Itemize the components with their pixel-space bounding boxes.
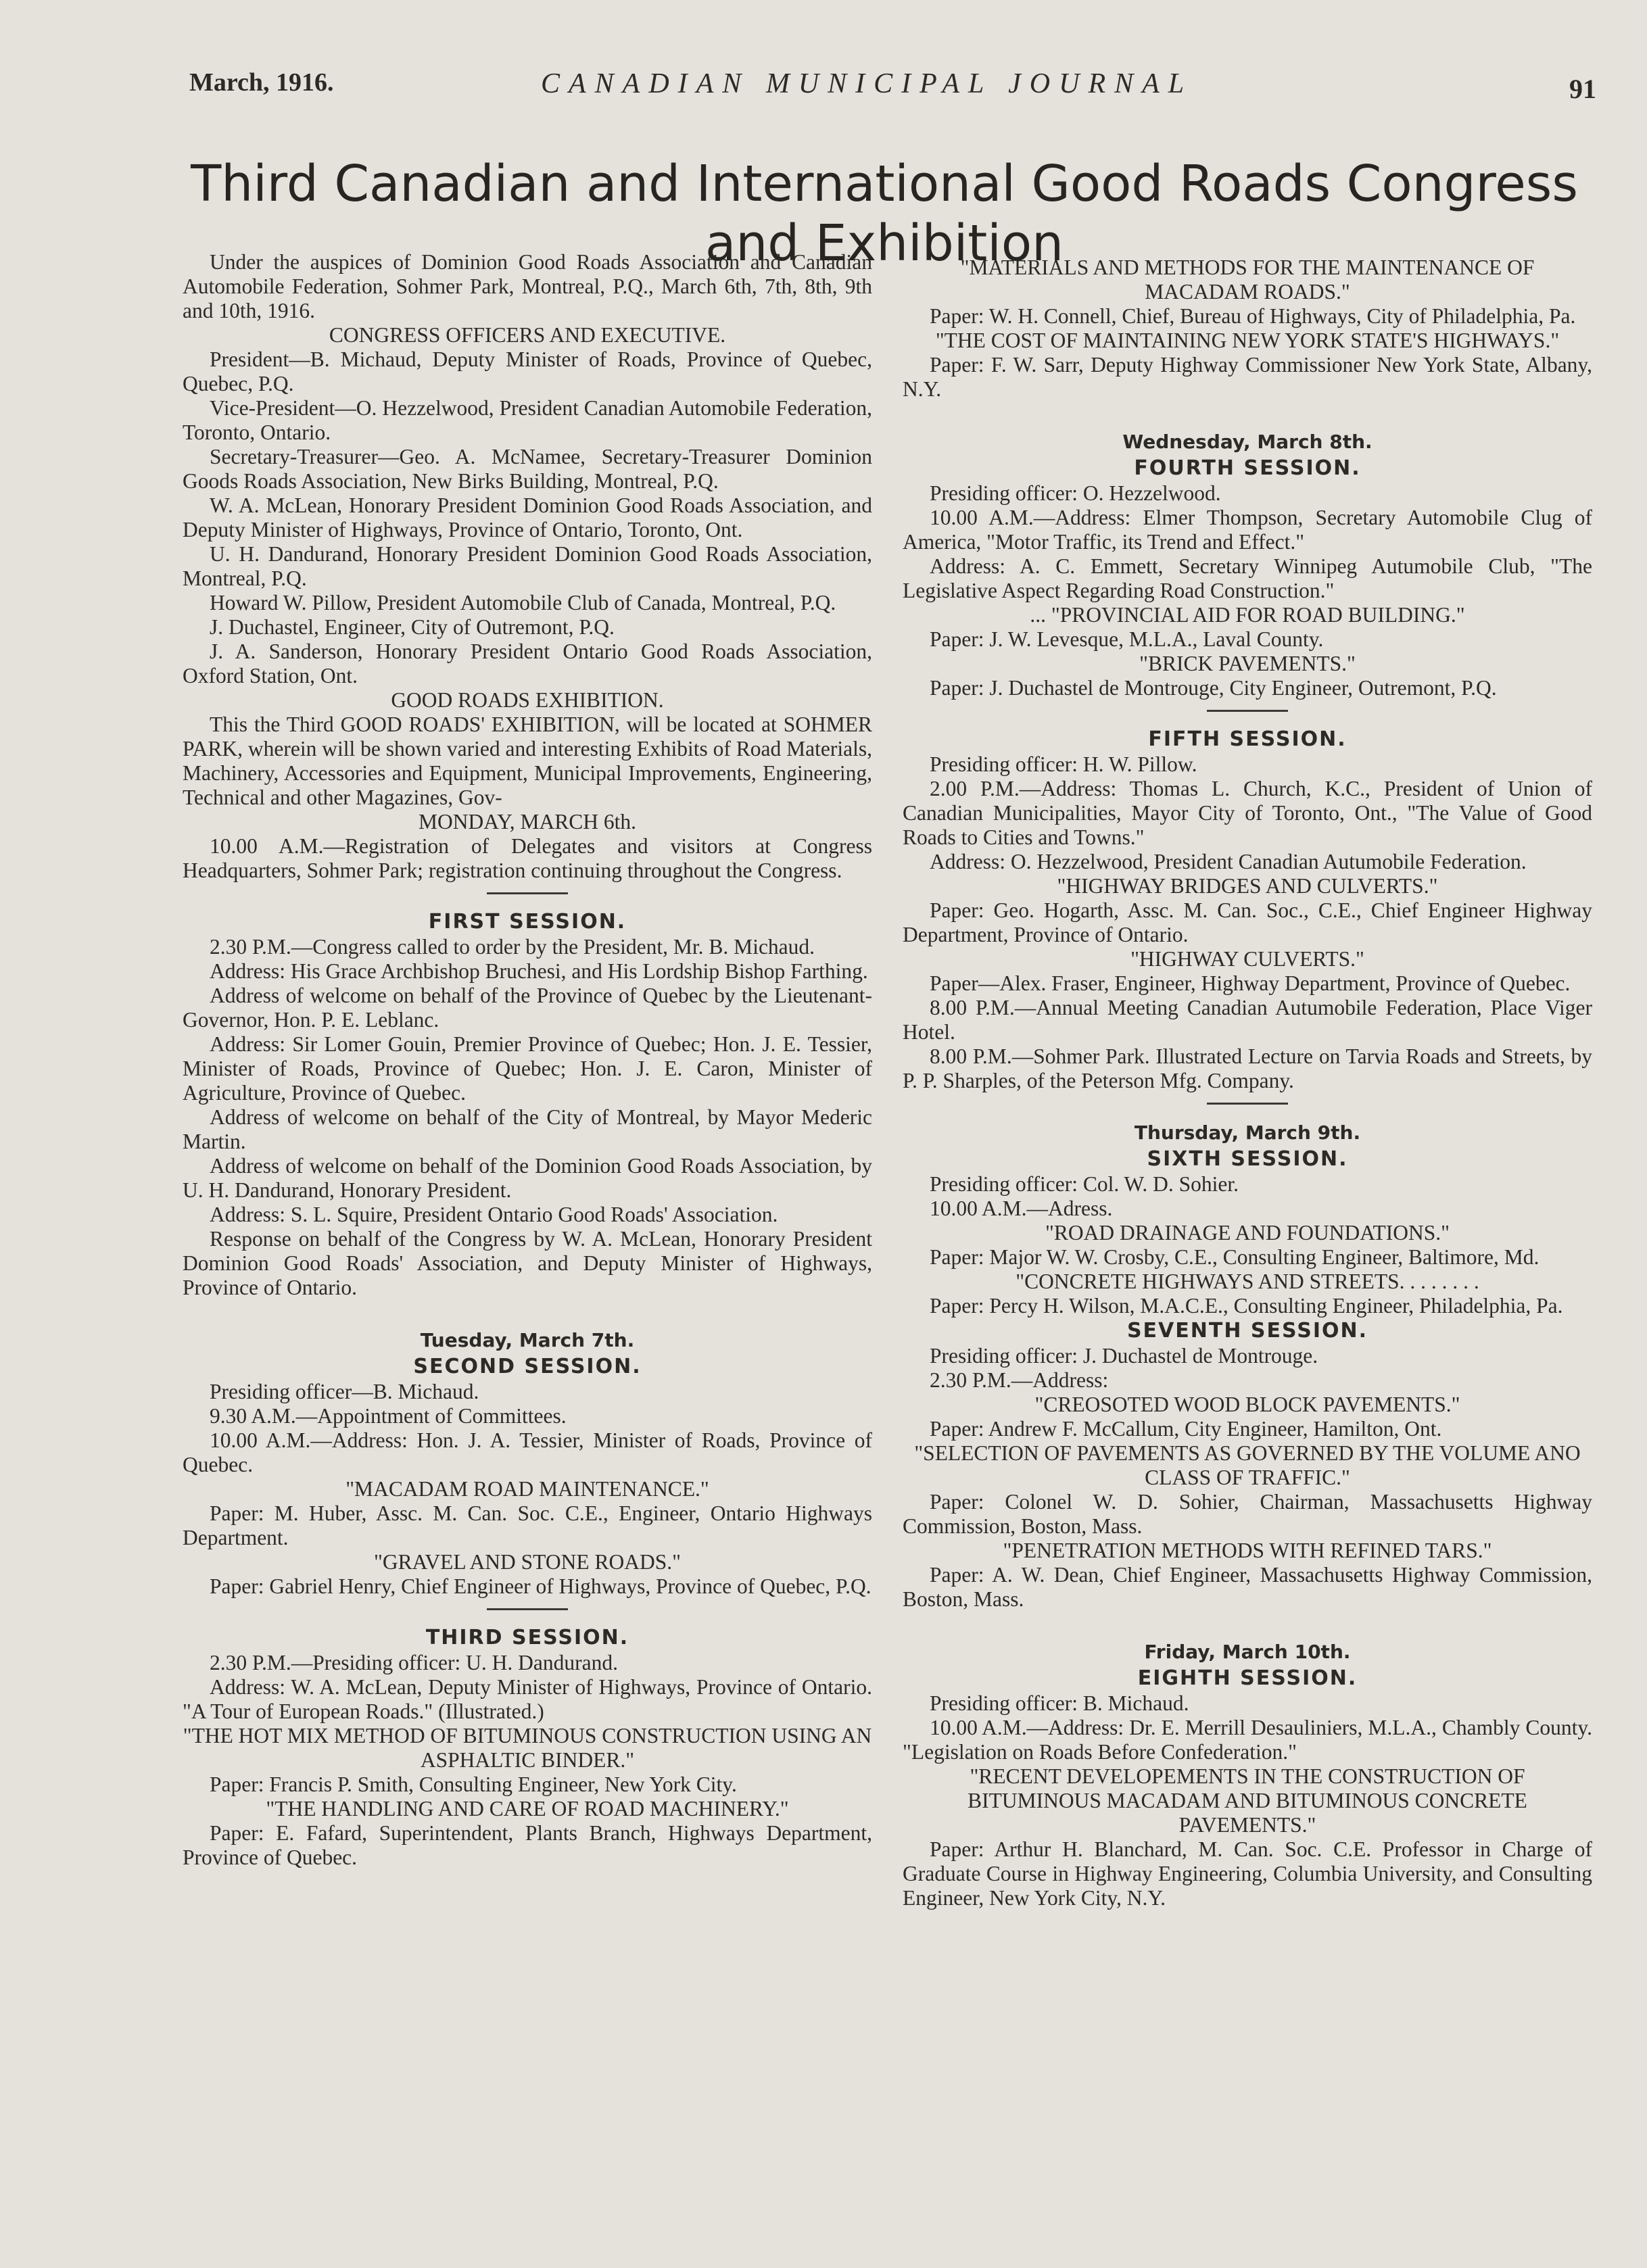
paragraph: Paper: Geo. Hogarth, Assc. M. Can. Soc., C.E., Chief Engineer Highway Department, Province of Ontario. bbox=[903, 898, 1592, 946]
centered-heading: "CREOSOTED WOOD BLOCK PAVEMENTS." bbox=[1034, 1393, 1460, 1416]
day-heading: Friday, March 10th. bbox=[1144, 1641, 1351, 1663]
running-header bbox=[189, 68, 1596, 115]
paragraph: Address: O. Hezzelwood, President Canadian Autumobile Federation. bbox=[930, 850, 1527, 873]
section-divider bbox=[1207, 1103, 1288, 1105]
section-divider bbox=[487, 1608, 568, 1610]
paragraph: 2.00 P.M.—Address: Thomas L. Church, K.C., President of Union of Canadian Municipalities, Mayor City of Toronto, Ont., "The Value of Good Roads to Cities and Towns." bbox=[903, 777, 1592, 849]
day-heading: Tuesday, March 7th. bbox=[420, 1329, 635, 1351]
centered-heading: "HIGHWAY CULVERTS." bbox=[1130, 947, 1364, 971]
paragraph: Presiding officer: B. Michaud. bbox=[930, 1691, 1189, 1715]
day-heading: Wednesday, March 8th. bbox=[1122, 431, 1372, 453]
section-spacer bbox=[903, 1612, 1592, 1639]
paragraph: Address: Sir Lomer Gouin, Premier Province of Quebec; Hon. J. E. Tessier, Minister of Roads, Province of Quebec; Hon. J. E. Caron, Minister of Agriculture, Province of Quebec. bbox=[183, 1032, 872, 1105]
paragraph: 9.30 A.M.—Appointment of Committees. bbox=[210, 1404, 567, 1428]
right-column bbox=[903, 256, 1592, 1910]
centered-heading: "GRAVEL AND STONE ROADS." bbox=[374, 1550, 681, 1574]
day-heading: Thursday, March 9th. bbox=[1134, 1121, 1361, 1144]
paragraph: Presiding officer: J. Duchastel de Montrouge. bbox=[930, 1344, 1318, 1368]
paragraph: Paper: Colonel W. D. Sohier, Chairman, Massachusetts Highway Commission, Boston, Mass. bbox=[903, 1490, 1592, 1538]
paragraph: 10.00 A.M.—Address: Hon. J. A. Tessier, Minister of Roads, Province of Quebec. bbox=[183, 1428, 872, 1476]
paragraph: Presiding officer: H. W. Pillow. bbox=[930, 752, 1197, 776]
paragraph: Address: W. A. McLean, Deputy Minister of Highways, Province of Ontario. "A Tour of European Roads." (Illustrated.) bbox=[183, 1675, 872, 1723]
centered-heading: ... "PROVINCIAL AID FOR ROAD BUILDING." bbox=[1030, 603, 1465, 627]
paragraph: Secretary-Treasurer—Geo. A. McNamee, Secretary-Treasurer Dominion Goods Roads Association, New Birks Building, Montreal, P.Q. bbox=[183, 445, 872, 493]
paragraph: 10.00 A.M.—Registration of Delegates and visitors at Congress Headquarters, Sohmer Park; registration continuing throughout the Congress. bbox=[183, 834, 872, 882]
session-heading: EIGHTH SESSION. bbox=[1137, 1666, 1358, 1690]
paragraph: 10.00 A.M.—Adress. bbox=[930, 1197, 1113, 1220]
section-divider bbox=[487, 892, 568, 894]
session-heading: FIRST SESSION. bbox=[428, 910, 627, 934]
centered-heading: "CONCRETE HIGHWAYS AND STREETS. . . . . . . . bbox=[1016, 1270, 1479, 1293]
paragraph: 2.30 P.M.—Presiding officer: U. H. Dandurand. bbox=[210, 1651, 618, 1674]
paragraph: 8.00 P.M.—Annual Meeting Canadian Autumobile Federation, Place Viger Hotel. bbox=[903, 996, 1592, 1044]
centered-heading: MONDAY, MARCH 6th. bbox=[418, 810, 637, 834]
session-heading: SECOND SESSION. bbox=[413, 1355, 642, 1378]
paragraph: Paper: W. H. Connell, Chief, Bureau of Highways, City of Philadelphia, Pa. bbox=[930, 304, 1576, 328]
session-heading: SIXTH SESSION. bbox=[1147, 1147, 1348, 1171]
paragraph: Paper: Francis P. Smith, Consulting Engineer, New York City. bbox=[210, 1772, 737, 1796]
paragraph: Paper: J. W. Levesque, M.L.A., Laval County. bbox=[930, 627, 1324, 651]
paragraph: J. A. Sanderson, Honorary President Ontario Good Roads Association, Oxford Station, Ont. bbox=[183, 640, 872, 687]
section-spacer bbox=[183, 1300, 872, 1327]
paragraph: Address: S. L. Squire, President Ontario Good Roads' Association. bbox=[210, 1203, 778, 1226]
session-heading: SEVENTH SESSION. bbox=[1126, 1319, 1368, 1343]
journal-name: CANADIAN MUNICIPAL JOURNAL bbox=[541, 68, 1193, 99]
paragraph: Paper: F. W. Sarr, Deputy Highway Commissioner New York State, Albany, N.Y. bbox=[903, 353, 1592, 401]
paragraph: Paper: Andrew F. McCallum, City Engineer, Hamilton, Ont. bbox=[930, 1417, 1442, 1441]
centered-heading: "RECENT DEVELOPEMENTS IN THE CONSTRUCTION OF BITUMINOUS MACADAM AND BITUMINOUS CONCRETE PAVEMENTS." bbox=[968, 1764, 1527, 1837]
paragraph: Paper: Percy H. Wilson, M.A.C.E., Consulting Engineer, Philadelphia, Pa. bbox=[930, 1294, 1563, 1318]
session-heading: THIRD SESSION. bbox=[425, 1626, 629, 1649]
session-heading: FOURTH SESSION. bbox=[1134, 456, 1361, 480]
page-number: 91 bbox=[1569, 74, 1596, 104]
session-heading: FIFTH SESSION. bbox=[1148, 727, 1347, 751]
section-divider bbox=[1207, 710, 1288, 712]
article-title: Third Canadian and International Good Roads Congress and Exhibition bbox=[191, 154, 1578, 272]
paragraph: Presiding officer: O. Hezzelwood. bbox=[930, 481, 1221, 505]
paragraph: Paper: Arthur H. Blanchard, M. Can. Soc. C.E. Professor in Charge of Graduate Course in Highway Engineering, Columbia University, and Consulting Engineer, New York City, N.Y. bbox=[903, 1837, 1592, 1910]
paragraph: W. A. McLean, Honorary President Dominion Good Roads Association, and Deputy Minister of Highways, Province of Ontario, Toronto, Ont. bbox=[183, 493, 872, 541]
paragraph: 10.00 A.M.—Address: Dr. E. Merrill Desauliniers, M.L.A., Chambly County. "Legislation on Roads Before Confederation." bbox=[903, 1716, 1592, 1764]
paragraph: President—B. Michaud, Deputy Minister of Roads, Province of Quebec, Quebec, P.Q. bbox=[183, 347, 872, 395]
centered-heading: "ROAD DRAINAGE AND FOUNDATIONS." bbox=[1045, 1221, 1450, 1245]
paragraph: Address of welcome on behalf of the City of Montreal, by Mayor Mederic Martin. bbox=[183, 1105, 872, 1153]
paragraph: Address of welcome on behalf of the Province of Quebec by the Lieutenant-Governor, Hon. P. E. Leblanc. bbox=[183, 984, 872, 1032]
paragraph: Paper: Gabriel Henry, Chief Engineer of Highways, Province of Quebec, P.Q. bbox=[210, 1574, 872, 1598]
paragraph: This the Third GOOD ROADS' EXHIBITION, will be located at SOHMER PARK, wherein will be shown varied and interesting Exhibits of Road Materials, Machinery, Accessories and Equipment, Municipal Improvements, Engineering, Technical and other Magazines, Gov- bbox=[183, 713, 872, 809]
paragraph: Paper: J. Duchastel de Montrouge, City Engineer, Outremont, P.Q. bbox=[930, 676, 1497, 700]
section-spacer bbox=[903, 402, 1592, 429]
paragraph: Paper: E. Fafard, Superintendent, Plants Branch, Highways Department, Province of Quebec. bbox=[183, 1821, 872, 1869]
paragraph: Presiding officer: Col. W. D. Sohier. bbox=[930, 1172, 1239, 1196]
left-column bbox=[183, 250, 872, 1870]
paragraph: Howard W. Pillow, President Automobile Club of Canada, Montreal, P.Q. bbox=[210, 591, 836, 614]
paragraph: Vice-President—O. Hezzelwood, President Canadian Automobile Federation, Toronto, Ontario. bbox=[183, 396, 872, 444]
centered-heading: "MACADAM ROAD MAINTENANCE." bbox=[345, 1477, 709, 1501]
paragraph: Address: His Grace Archbishop Bruchesi, and His Lordship Bishop Farthing. bbox=[210, 959, 868, 983]
centered-heading: "PENETRATION METHODS WITH REFINED TARS." bbox=[1003, 1539, 1492, 1562]
centered-heading: "THE HANDLING AND CARE OF ROAD MACHINERY." bbox=[266, 1797, 789, 1820]
issue-date: March, 1916. bbox=[189, 68, 334, 97]
paragraph: Address of welcome on behalf of the Dominion Good Roads Association, by U. H. Dandurand, Honorary President. bbox=[183, 1154, 872, 1202]
centered-heading: "THE COST OF MAINTAINING NEW YORK STATE'S HIGHWAYS." bbox=[935, 329, 1560, 352]
paragraph: 10.00 A.M.—Address: Elmer Thompson, Secretary Automobile Clug of America, "Motor Traffic, its Trend and Effect." bbox=[903, 506, 1592, 554]
centered-heading: "MATERIALS AND METHODS FOR THE MAINTENANCE OF MACADAM ROADS." bbox=[960, 256, 1535, 304]
centered-heading: "BRICK PAVEMENTS." bbox=[1139, 652, 1356, 675]
paragraph: Presiding officer—B. Michaud. bbox=[210, 1380, 479, 1403]
paragraph: Paper: Major W. W. Crosby, C.E., Consulting Engineer, Baltimore, Md. bbox=[930, 1245, 1539, 1269]
paragraph: 2.30 P.M.—Address: bbox=[930, 1368, 1109, 1392]
paragraph: Address: A. C. Emmett, Secretary Winnipeg Autumobile Club, "The Legislative Aspect Regarding Road Construction." bbox=[903, 554, 1592, 602]
paragraph: Paper: A. W. Dean, Chief Engineer, Massachusetts Highway Commission, Boston, Mass. bbox=[903, 1563, 1592, 1611]
paragraph: 8.00 P.M.—Sohmer Park. Illustrated Lecture on Tarvia Roads and Streets, by P. P. Sharples, of the Peterson Mfg. Company. bbox=[903, 1044, 1592, 1092]
paragraph: Paper: M. Huber, Assc. M. Can. Soc. C.E., Engineer, Ontario Highways Department. bbox=[183, 1501, 872, 1549]
centered-heading: "SELECTION OF PAVEMENTS AS GOVERNED BY THE VOLUME ANO CLASS OF TRAFFIC." bbox=[914, 1441, 1581, 1489]
paragraph: Paper—Alex. Fraser, Engineer, Highway Department, Province of Quebec. bbox=[930, 971, 1571, 995]
paragraph: U. H. Dandurand, Honorary President Dominion Good Roads Association, Montreal, P.Q. bbox=[183, 542, 872, 590]
paragraph: J. Duchastel, Engineer, City of Outremont, P.Q. bbox=[210, 615, 615, 639]
paragraph: Response on behalf of the Congress by W. A. McLean, Honorary President Dominion Good Roads' Association, and Deputy Minister of Highways, Province of Ontario. bbox=[183, 1227, 872, 1299]
centered-heading: "HIGHWAY BRIDGES AND CULVERTS." bbox=[1057, 874, 1438, 898]
centered-heading: GOOD ROADS EXHIBITION. bbox=[391, 688, 664, 712]
centered-heading: "THE HOT MIX METHOD OF BITUMINOUS CONSTRUCTION USING AN ASPHALTIC BINDER." bbox=[183, 1724, 872, 1772]
paragraph: 2.30 P.M.—Congress called to order by the President, Mr. B. Michaud. bbox=[210, 935, 815, 959]
centered-heading: CONGRESS OFFICERS AND EXECUTIVE. bbox=[329, 323, 726, 347]
paragraph: Under the auspices of Dominion Good Roads Association and Canadian Automobile Federation, Sohmer Park, Montreal, P.Q., March 6th, 7th, 8th, 9th and 10th, 1916. bbox=[183, 250, 872, 322]
